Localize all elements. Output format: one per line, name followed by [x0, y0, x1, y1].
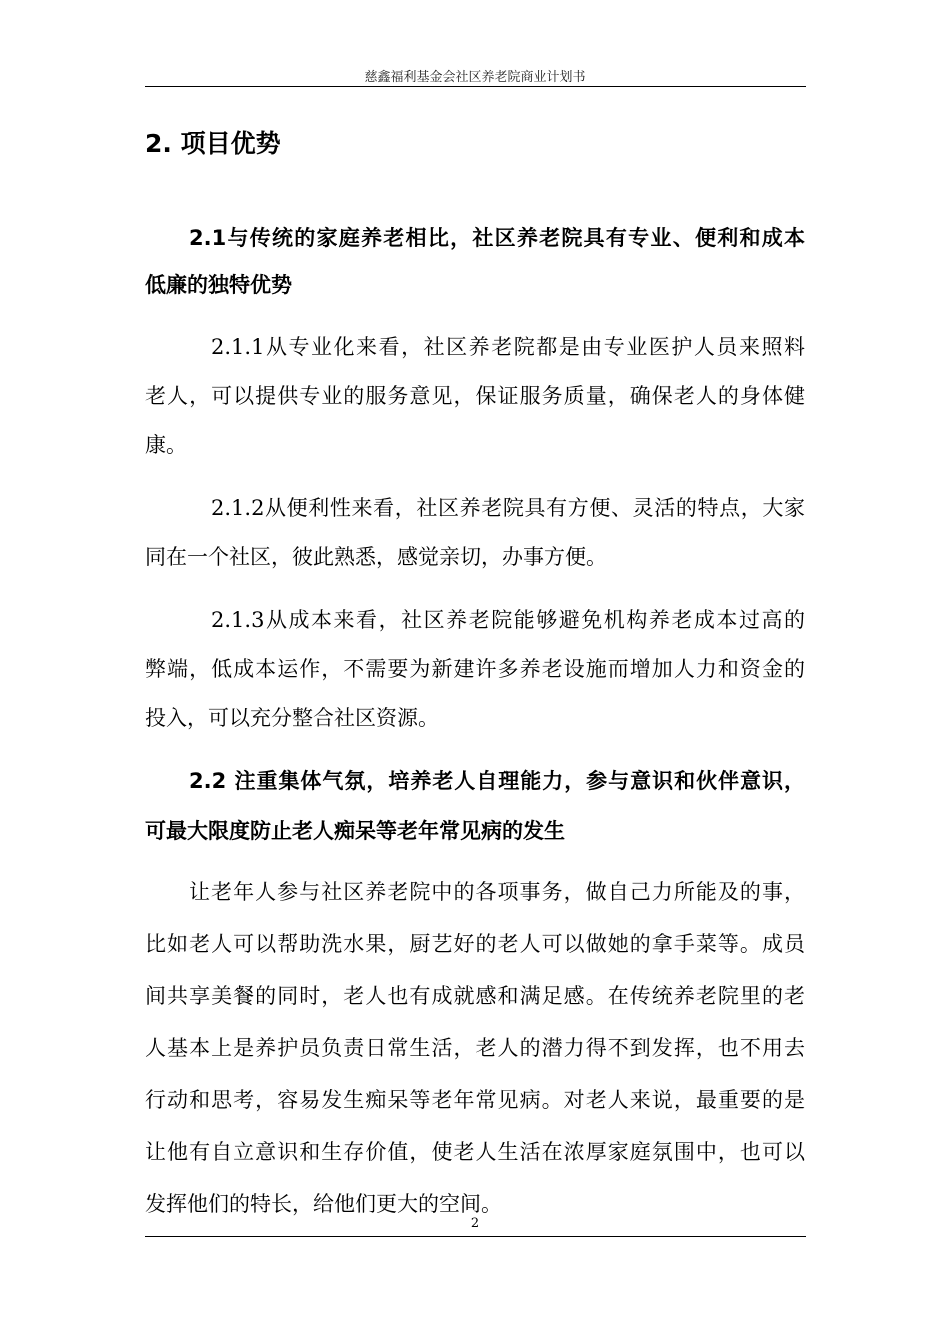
paragraph-line: 老人，可以提供专业的服务意见，保证服务质量，确保老人的身体健	[145, 384, 805, 408]
heading-2-2-line: 可最大限度防止老人痴呆等老年常见病的发生	[145, 819, 565, 843]
paragraph-line: 弊端，低成本运作，不需要为新建许多养老设施而增加人力和资金的	[145, 657, 805, 681]
paragraph-line: 发挥他们的特长，给他们更大的空间。	[145, 1192, 502, 1216]
section-title: 2. 项目优势	[145, 129, 281, 158]
footer-rule	[145, 1236, 806, 1237]
header-rule	[145, 86, 806, 87]
page-number: 2	[470, 1216, 480, 1231]
paragraph-line: 2.1.2从便利性来看，社区养老院具有方便、灵活的特点，大家	[211, 496, 805, 520]
paragraph-line: 间共享美餐的同时，老人也有成就感和满足感。在传统养老院里的老	[145, 984, 805, 1008]
heading-2-1-line: 低廉的独特优势	[145, 273, 292, 297]
paragraph-line: 2.1.1从专业化来看，社区养老院都是由专业医护人员来照料	[211, 335, 805, 359]
paragraph-line: 同在一个社区，彼此熟悉，感觉亲切，办事方便。	[145, 545, 607, 569]
paragraph-line: 行动和思考，容易发生痴呆等老年常见病。对老人来说，最重要的是	[145, 1088, 805, 1112]
paragraph-line: 让他有自立意识和生存价值，使老人生活在浓厚家庭氛围中，也可以	[145, 1140, 805, 1164]
paragraph-line: 2.1.3从成本来看，社区养老院能够避免机构养老成本过高的	[211, 608, 805, 632]
paragraph-line: 让老年人参与社区养老院中的各项事务，做自己力所能及的事，	[189, 880, 805, 904]
paragraph-line: 康。	[145, 433, 187, 457]
paragraph-line: 人基本上是养护员负责日常生活，老人的潜力得不到发挥，也不用去	[145, 1036, 805, 1060]
heading-2-1-line: 2.1与传统的家庭养老相比，社区养老院具有专业、便利和成本	[189, 226, 805, 250]
heading-2-2-line: 2.2 注重集体气氛，培养老人自理能力，参与意识和伙伴意识，	[189, 769, 805, 793]
paragraph-line: 投入，可以充分整合社区资源。	[145, 706, 439, 730]
running-header: 慈鑫福利基金会社区养老院商业计划书	[364, 70, 586, 85]
paragraph-line: 比如老人可以帮助洗水果，厨艺好的老人可以做她的拿手菜等。成员	[145, 932, 805, 956]
